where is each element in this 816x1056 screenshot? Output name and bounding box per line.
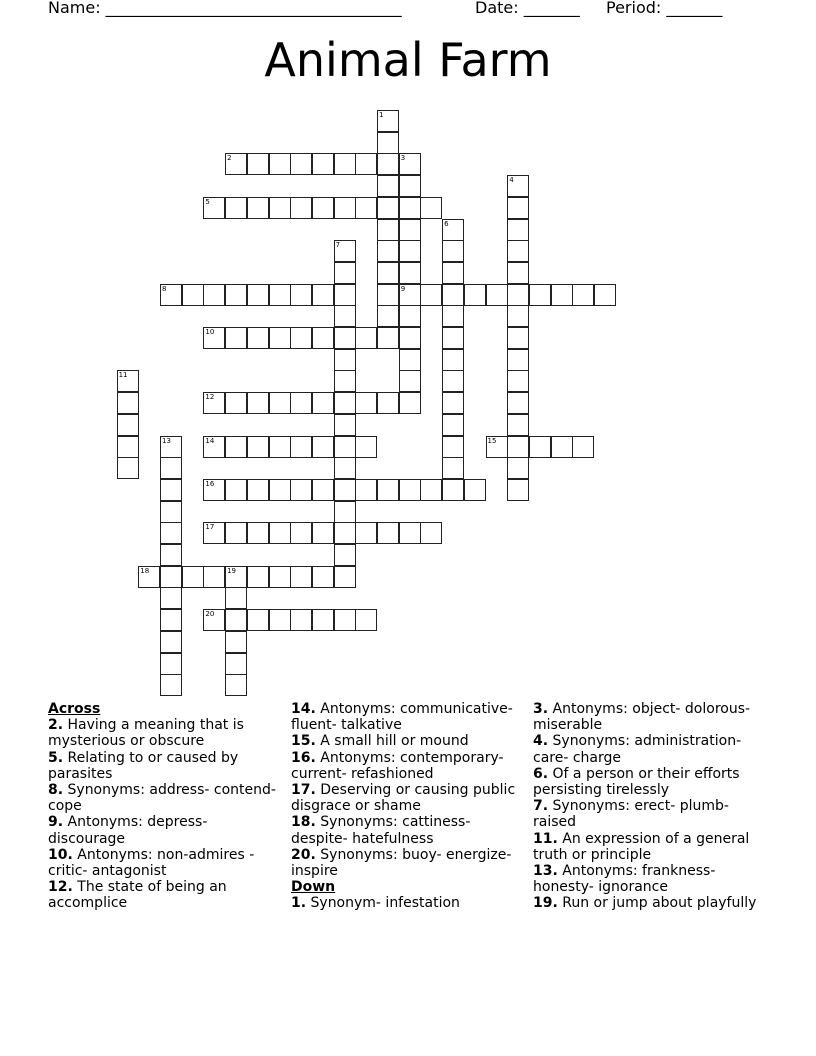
grid-cell[interactable]	[507, 262, 529, 284]
grid-cell[interactable]	[247, 479, 269, 501]
grid-cell[interactable]	[182, 284, 204, 306]
grid-cell[interactable]	[225, 566, 247, 588]
grid-cell[interactable]	[203, 522, 225, 544]
clue-label: 19.	[533, 895, 558, 912]
clue-number: 12	[205, 393, 215, 402]
clue-label: 7.	[533, 798, 549, 815]
clue-item	[48, 814, 276, 846]
grid-cell[interactable]	[507, 414, 529, 436]
clue-item	[48, 717, 276, 749]
grid-cell[interactable]	[399, 305, 421, 327]
grid-cell[interactable]	[507, 457, 529, 479]
grid-cell[interactable]	[160, 284, 182, 306]
grid-cell[interactable]	[312, 436, 334, 458]
clue-item	[291, 701, 519, 733]
grid-cell[interactable]	[334, 327, 356, 349]
clue-label: 18.	[291, 814, 316, 831]
clue-label: 20.	[291, 846, 316, 863]
clue-item	[533, 863, 773, 895]
grid-cell[interactable]	[160, 609, 182, 631]
grid-cell[interactable]	[225, 631, 247, 653]
grid-cell[interactable]	[203, 609, 225, 631]
grid-cell[interactable]	[377, 132, 399, 154]
grid-cell[interactable]	[529, 436, 551, 458]
grid-cell[interactable]	[334, 479, 356, 501]
clue-column-2	[291, 701, 519, 912]
grid-cell[interactable]	[334, 609, 356, 631]
grid-cell[interactable]	[160, 566, 182, 588]
grid-cell[interactable]	[355, 609, 377, 631]
clue-number: 9	[400, 284, 406, 293]
grid-cell[interactable]	[247, 327, 269, 349]
grid-cell[interactable]	[377, 110, 399, 132]
grid-cell[interactable]	[160, 501, 182, 523]
clue-label: 16.	[291, 749, 316, 766]
grid-cell[interactable]	[507, 479, 529, 501]
grid-cell[interactable]	[355, 327, 377, 349]
grid-cell[interactable]	[507, 175, 529, 197]
grid-cell[interactable]	[377, 197, 399, 219]
grid-cell[interactable]	[399, 284, 421, 306]
grid-cell[interactable]	[334, 566, 356, 588]
grid-cell[interactable]	[290, 197, 312, 219]
grid-cell[interactable]	[334, 305, 356, 327]
grid-cell[interactable]	[203, 479, 225, 501]
grid-cell[interactable]	[290, 153, 312, 175]
grid-cell[interactable]	[507, 436, 529, 458]
grid-cell[interactable]	[160, 522, 182, 544]
grid-cell[interactable]	[442, 370, 464, 392]
clue-text: Having a meaning that is mysterious or obscure	[48, 717, 244, 750]
grid-cell[interactable]	[572, 436, 594, 458]
clue-text: Synonym- infestation	[310, 895, 460, 912]
grid-cell[interactable]	[160, 479, 182, 501]
clue-item	[533, 895, 773, 911]
clue-item	[533, 766, 773, 798]
clue-label: 11.	[533, 830, 558, 847]
grid-cell[interactable]	[507, 327, 529, 349]
clue-item	[291, 895, 519, 911]
grid-cell[interactable]	[160, 674, 182, 696]
date-field[interactable]: Date: _______	[475, 0, 580, 17]
grid-cell[interactable]	[269, 197, 291, 219]
grid-cell[interactable]	[377, 262, 399, 284]
grid-cell[interactable]	[247, 153, 269, 175]
grid-cell[interactable]	[312, 609, 334, 631]
clue-item	[48, 750, 276, 782]
clue-label: 12.	[48, 879, 73, 896]
grid-cell[interactable]	[290, 436, 312, 458]
clue-item	[48, 879, 276, 911]
clue-item	[533, 798, 773, 830]
clue-text: Relating to or caused by parasites	[48, 749, 239, 782]
grid-cell[interactable]	[269, 284, 291, 306]
clue-number: 1	[379, 111, 384, 119]
grid-cell[interactable]	[355, 522, 377, 544]
grid-cell[interactable]	[442, 479, 464, 501]
grid-cell[interactable]	[442, 457, 464, 479]
clue-label: 4.	[533, 733, 549, 750]
grid-cell[interactable]	[594, 284, 616, 306]
grid-cell[interactable]	[203, 392, 225, 414]
grid-cell[interactable]	[442, 392, 464, 414]
grid-cell[interactable]	[247, 609, 269, 631]
grid-cell[interactable]	[355, 153, 377, 175]
grid-cell[interactable]	[399, 175, 421, 197]
clue-label: 14.	[291, 701, 316, 717]
grid-cell[interactable]	[442, 305, 464, 327]
grid-cell[interactable]	[138, 566, 160, 588]
grid-cell[interactable]	[334, 544, 356, 566]
clue-number: 3	[400, 154, 406, 163]
grid-cell[interactable]	[442, 436, 464, 458]
grid-cell[interactable]	[225, 327, 247, 349]
clue-label: 10.	[48, 846, 73, 863]
grid-cell[interactable]	[290, 609, 312, 631]
grid-cell[interactable]	[507, 219, 529, 241]
clue-text: The state of being an accomplice	[48, 879, 227, 912]
clue-item	[48, 847, 276, 879]
clue-number: 19	[227, 566, 237, 575]
grid-cell[interactable]	[442, 327, 464, 349]
grid-cell[interactable]	[225, 674, 247, 696]
grid-cell[interactable]	[290, 522, 312, 544]
grid-cell[interactable]	[203, 197, 225, 219]
grid-cell[interactable]	[334, 262, 356, 284]
grid-cell[interactable]	[334, 392, 356, 414]
clue-number: 11	[118, 371, 128, 380]
clue-label: 13.	[533, 863, 558, 880]
grid-cell[interactable]	[399, 349, 421, 371]
grid-cell[interactable]	[312, 522, 334, 544]
grid-cell[interactable]	[334, 349, 356, 371]
grid-cell[interactable]	[312, 327, 334, 349]
grid-cell[interactable]	[399, 370, 421, 392]
grid-cell[interactable]	[507, 197, 529, 219]
clue-item	[291, 750, 519, 782]
grid-cell[interactable]	[486, 436, 508, 458]
clue-number: 15	[487, 436, 497, 445]
clue-text: Deserving or causing public disgrace or shame	[291, 782, 516, 815]
grid-cell[interactable]	[160, 436, 182, 458]
grid-cell[interactable]	[377, 479, 399, 501]
clue-label: 2.	[48, 717, 64, 734]
period-field[interactable]: Period: _______	[606, 0, 723, 17]
grid-cell[interactable]	[269, 436, 291, 458]
grid-cell[interactable]	[355, 436, 377, 458]
clue-number: 20	[205, 610, 215, 619]
clue-item	[291, 847, 519, 879]
grid-cell[interactable]	[420, 197, 442, 219]
grid-cell[interactable]	[442, 240, 464, 262]
grid-cell[interactable]	[399, 153, 421, 175]
clue-label: 5.	[48, 749, 64, 766]
clue-item	[533, 701, 773, 733]
grid-cell[interactable]	[203, 284, 225, 306]
grid-cell[interactable]	[225, 153, 247, 175]
grid-cell[interactable]	[377, 284, 399, 306]
clue-number: 18	[140, 566, 150, 575]
grid-cell[interactable]	[247, 522, 269, 544]
grid-cell[interactable]	[420, 479, 442, 501]
clue-item	[48, 782, 276, 814]
grid-cell[interactable]	[269, 327, 291, 349]
grid-cell[interactable]	[377, 327, 399, 349]
grid-cell[interactable]	[572, 284, 594, 306]
grid-cell[interactable]	[334, 197, 356, 219]
grid-cell[interactable]	[182, 566, 204, 588]
clue-number: 6	[444, 219, 449, 228]
grid-cell[interactable]	[247, 566, 269, 588]
grid-cell[interactable]	[247, 392, 269, 414]
grid-cell[interactable]	[334, 370, 356, 392]
grid-cell[interactable]	[529, 284, 551, 306]
clue-number: 10	[205, 328, 215, 336]
clue-text: Synonyms: administration- care- charge	[533, 733, 742, 766]
grid-cell[interactable]	[334, 522, 356, 544]
grid-cell[interactable]	[377, 305, 399, 327]
grid-cell[interactable]	[225, 609, 247, 631]
clue-label: 3.	[533, 701, 549, 717]
grid-cell[interactable]	[399, 327, 421, 349]
grid-cell[interactable]	[312, 153, 334, 175]
grid-cell[interactable]	[225, 436, 247, 458]
clue-number: 2	[227, 154, 232, 163]
grid-cell[interactable]	[269, 392, 291, 414]
grid-cell[interactable]	[377, 175, 399, 197]
clue-item	[533, 831, 773, 863]
grid-cell[interactable]	[399, 262, 421, 284]
grid-cell[interactable]	[334, 153, 356, 175]
clue-number: 7	[335, 241, 341, 250]
grid-cell[interactable]	[507, 370, 529, 392]
name-field[interactable]: Name: _____________________________________	[48, 0, 402, 17]
grid-cell[interactable]	[442, 349, 464, 371]
clue-column-3	[533, 701, 773, 912]
clue-text: Antonyms: communicative- fluent- talkative	[291, 701, 513, 734]
grid-cell[interactable]	[225, 587, 247, 609]
clue-text: An expression of a general truth or principle	[533, 830, 750, 863]
clue-text: A small hill or mound	[320, 733, 469, 750]
clue-label: 8.	[48, 782, 64, 799]
grid-cell[interactable]	[334, 284, 356, 306]
grid-cell[interactable]	[442, 414, 464, 436]
grid-cell[interactable]	[290, 327, 312, 349]
grid-cell[interactable]	[551, 436, 573, 458]
clue-text: Antonyms: contemporary- current- refashioned	[291, 749, 504, 782]
grid-cell[interactable]	[269, 522, 291, 544]
grid-cell[interactable]	[420, 284, 442, 306]
clue-number: 4	[509, 176, 514, 185]
grid-cell[interactable]	[399, 522, 421, 544]
clue-text: Antonyms: frankness- honesty- ignorance	[533, 863, 716, 896]
clue-text: Synonyms: cattiness- despite- hatefulness	[291, 814, 471, 847]
grid-cell[interactable]	[377, 522, 399, 544]
grid-cell[interactable]	[269, 479, 291, 501]
grid-cell[interactable]	[117, 370, 139, 392]
grid-cell[interactable]	[225, 284, 247, 306]
grid-cell[interactable]	[334, 436, 356, 458]
clue-text: Antonyms: depress- discourage	[48, 814, 208, 847]
grid-cell[interactable]	[160, 544, 182, 566]
grid-cell[interactable]	[312, 284, 334, 306]
grid-cell[interactable]	[247, 284, 269, 306]
grid-cell[interactable]	[507, 349, 529, 371]
grid-cell[interactable]	[334, 501, 356, 523]
grid-cell[interactable]	[203, 436, 225, 458]
grid-cell[interactable]	[290, 566, 312, 588]
clue-text: Synonyms: address- contend- cope	[48, 782, 276, 815]
grid-cell[interactable]	[247, 197, 269, 219]
clue-item	[291, 782, 519, 814]
grid-cell[interactable]	[160, 587, 182, 609]
grid-cell[interactable]	[117, 457, 139, 479]
grid-cell[interactable]	[507, 240, 529, 262]
grid-cell[interactable]	[464, 479, 486, 501]
clue-item	[291, 733, 519, 749]
grid-cell[interactable]	[225, 522, 247, 544]
clue-item	[533, 733, 773, 765]
grid-cell[interactable]	[247, 436, 269, 458]
grid-cell[interactable]	[312, 197, 334, 219]
clue-item	[291, 814, 519, 846]
grid-cell[interactable]	[269, 609, 291, 631]
clue-text: Antonyms: object- dolorous- miserable	[533, 701, 751, 734]
grid-cell[interactable]	[312, 392, 334, 414]
grid-cell[interactable]	[551, 284, 573, 306]
grid-cell[interactable]	[269, 153, 291, 175]
clue-label: 15.	[291, 733, 316, 750]
grid-cell[interactable]	[377, 153, 399, 175]
grid-cell[interactable]	[507, 392, 529, 414]
clue-text: Synonyms: erect- plumb- raised	[533, 798, 729, 831]
grid-cell[interactable]	[334, 457, 356, 479]
grid-cell[interactable]	[160, 653, 182, 675]
page-title: Animal Farm	[264, 33, 552, 87]
clue-text: Synonyms: buoy- energize- inspire	[291, 846, 512, 880]
grid-cell[interactable]	[355, 392, 377, 414]
clue-text: Of a person or their efforts persisting tirelessly	[533, 765, 740, 799]
grid-cell[interactable]	[290, 392, 312, 414]
clue-label: 6.	[533, 765, 549, 782]
grid-cell[interactable]	[334, 240, 356, 262]
grid-cell[interactable]	[399, 240, 421, 262]
grid-cell[interactable]	[160, 631, 182, 653]
grid-cell[interactable]	[377, 240, 399, 262]
grid-cell[interactable]	[442, 284, 464, 306]
grid-cell[interactable]	[203, 327, 225, 349]
grid-cell[interactable]	[399, 219, 421, 241]
grid-cell[interactable]	[117, 414, 139, 436]
clue-number: 14	[205, 436, 215, 445]
grid-cell[interactable]	[160, 457, 182, 479]
clue-column-1	[48, 701, 276, 912]
clue-number: 5	[205, 197, 210, 206]
grid-cell[interactable]	[377, 392, 399, 414]
grid-cell[interactable]	[290, 479, 312, 501]
section-heading: Across	[48, 701, 101, 717]
clue-text: Antonyms: non-admires - critic- antagonist	[48, 846, 255, 880]
grid-cell[interactable]	[117, 392, 139, 414]
clue-number: 13	[162, 436, 171, 445]
grid-cell[interactable]	[507, 305, 529, 327]
grid-cell[interactable]	[377, 219, 399, 241]
grid-cell[interactable]	[355, 197, 377, 219]
grid-cell[interactable]	[464, 284, 486, 306]
grid-cell[interactable]	[312, 566, 334, 588]
grid-cell[interactable]	[269, 566, 291, 588]
section-heading: Down	[291, 879, 336, 896]
grid-cell[interactable]	[290, 284, 312, 306]
clue-text: Run or jump about playfully	[562, 895, 757, 912]
grid-cell[interactable]	[399, 197, 421, 219]
clue-label: 17.	[291, 782, 316, 799]
grid-cell[interactable]	[225, 653, 247, 675]
grid-cell[interactable]	[312, 479, 334, 501]
grid-cell[interactable]	[420, 522, 442, 544]
grid-cell[interactable]	[507, 284, 529, 306]
grid-cell[interactable]	[225, 197, 247, 219]
grid-cell[interactable]	[225, 479, 247, 501]
grid-cell[interactable]	[117, 436, 139, 458]
grid-cell[interactable]	[225, 392, 247, 414]
clue-number: 16	[205, 479, 215, 488]
clue-number: 8	[162, 284, 167, 293]
clue-label: 9.	[48, 814, 64, 831]
grid-cell[interactable]	[334, 414, 356, 436]
clue-number: 17	[205, 523, 215, 532]
grid-cell[interactable]	[486, 284, 508, 306]
clue-label: 1.	[291, 895, 307, 912]
grid-cell[interactable]	[442, 262, 464, 284]
grid-cell[interactable]	[399, 392, 421, 414]
grid-cell[interactable]	[355, 479, 377, 501]
grid-cell[interactable]	[442, 219, 464, 241]
grid-cell[interactable]	[399, 479, 421, 501]
grid-cell[interactable]	[203, 566, 225, 588]
